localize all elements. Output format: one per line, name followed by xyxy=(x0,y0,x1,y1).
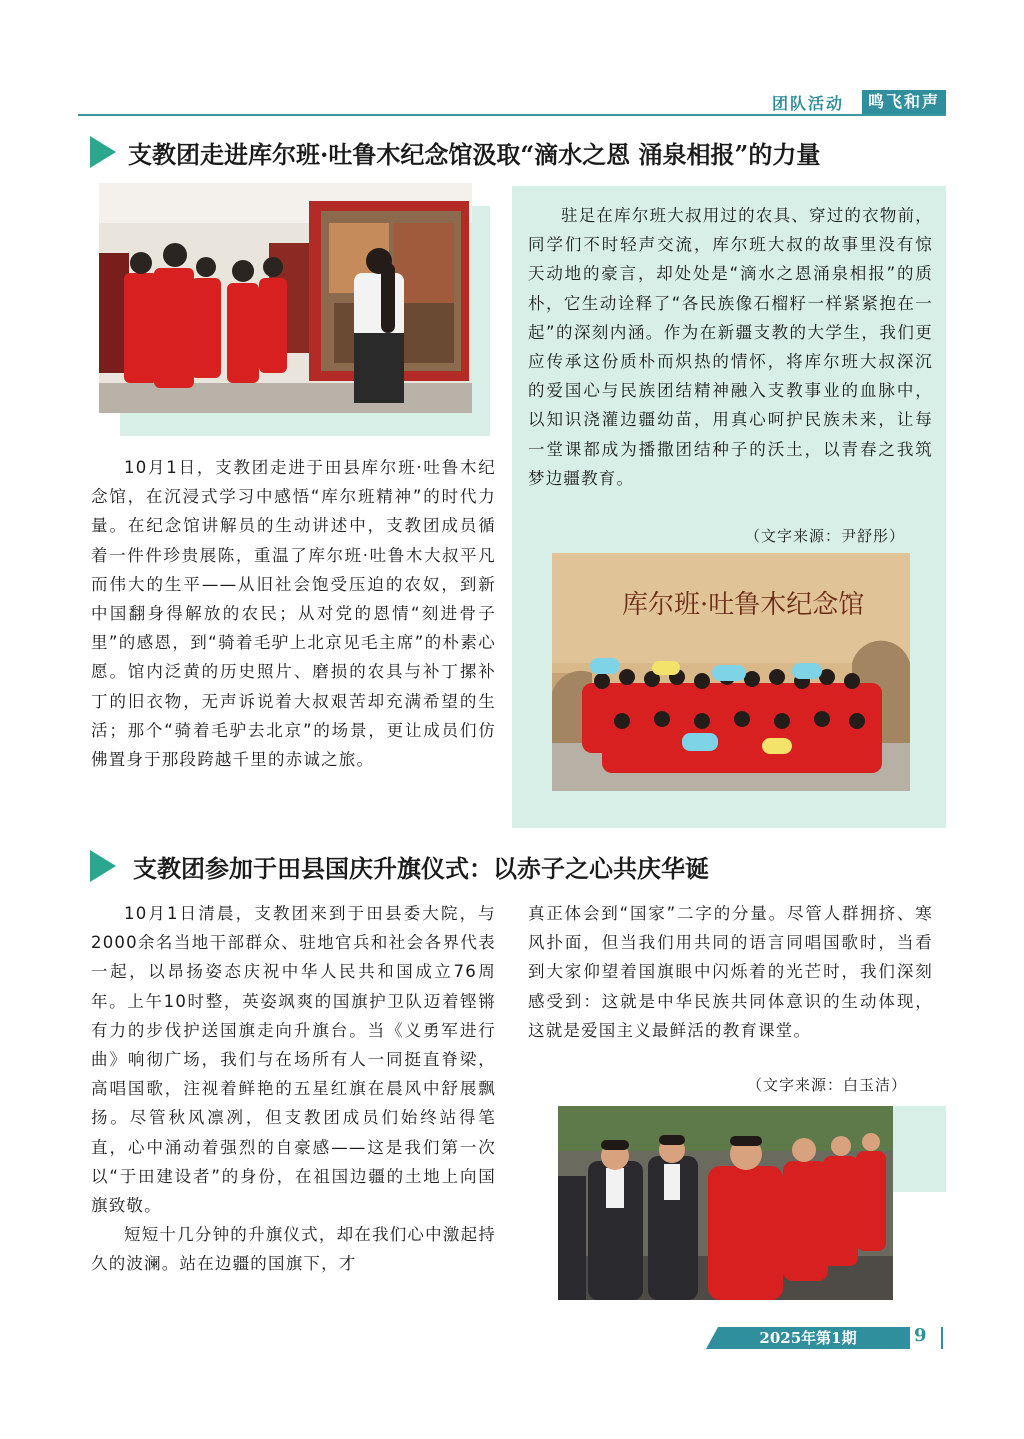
section2-left-text xyxy=(91,899,496,1279)
section2-right-text xyxy=(528,899,933,1045)
header-column-badge: 鸣飞和声 xyxy=(862,90,946,114)
section1-left-paragraph: 10月1日，支教团走进于田县库尔班·吐鲁木纪念馆，在沉浸式学习中感悟“库尔班精神”的时代力量。在纪念馆讲解员的生动讲述中，支教团成员循着一件件珍贵展陈，重温了库尔班·吐鲁木大叔平凡而伟大的生平——从旧社会饱受压迫的农奴，到新中国翻身得解放的农民；从对党的恩情“刻进骨子里”的感恩，到“骑着毛驴上北京见毛主席”的朴素心愿。馆内泛黄的历史照片、磨损的农具与补丁摞补丁的旧衣物，无声诉说着大叔艰苦却充满希望的生活；那个“骑着毛驴去北京”的场景，更让成员们仿佛置身于那段跨越千里的赤诚之旅。 xyxy=(91,458,496,770)
section1-right-text xyxy=(528,201,933,493)
footer-issue: 2025年第1期 xyxy=(759,1329,857,1347)
footer-page-number: 9 xyxy=(914,1325,927,1346)
section1-right-paragraph: 驻足在库尔班大叔用过的农具、穿过的衣物前，同学们不时轻声交流，库尔班大叔的故事里没有惊天动地的豪言，却处处是“滴水之恩涌泉相报”的质朴，它生动诠释了“各民族像石榴籽一样紧紧抱在一起”的深刻内涵。作为在新疆支教的大学生，我们更应传承这份质朴而炽热的情怀，将库尔班大叔深沉的爱国心与民族团结精神融入支教事业的血脉中，以知识浇灌边疆幼苗，用真心呵护民族未来，让每一堂课都成为播撒团结种子的沃土，以青春之我筑梦边疆教育。 xyxy=(528,206,933,488)
section2-title: 支教团参加于田县国庆升旗仪式：以赤子之心共庆华诞 xyxy=(133,854,709,883)
section2-source: （文字来源：白玉洁） xyxy=(747,1076,908,1094)
section2-left-paragraph-2: 短短十几分钟的升旗仪式，却在我们心中激起持久的波澜。站在边疆的国旗下，才 xyxy=(91,1225,496,1274)
photo-museum-group xyxy=(552,553,910,791)
photo-museum-interior xyxy=(99,183,472,413)
section1-title: 支教团走进库尔班·吐鲁木纪念馆汲取“滴水之恩 涌泉相报”的力量 xyxy=(128,140,821,169)
header-divider xyxy=(78,114,946,116)
photo-flag-ceremony xyxy=(558,1106,893,1300)
footer-divider xyxy=(941,1327,943,1349)
section2-left-paragraph-1: 10月1日清晨，支教团来到于田县委大院，与2000余名当地干部群众、驻地官兵和社会各界代表一起，以昂扬姿态庆祝中华人民共和国成立76周年。上午10时整，英姿飒爽的国旗护卫队迈着铿锵有力的步伐护送国旗走向升旗台。当《义勇军进行曲》响彻广场，我们与在场所有人一同挺直脊梁，高唱国歌，注视着鲜艳的五星红旗在晨风中舒展飘扬。尽管秋风凛冽，但支教团成员们始终站得笔直，心中涌动着强烈的自豪感——这是我们第一次以“于田建设者”的身份，在祖国边疆的土地上向国旗致敬。 xyxy=(91,904,496,1216)
section1-triangle-icon xyxy=(90,136,116,168)
section1-left-text xyxy=(91,453,496,774)
section1-source: （文字来源：尹舒彤） xyxy=(745,527,906,545)
header-category: 团队活动 xyxy=(772,94,845,113)
museum-sign-text: 库尔班·吐鲁木纪念馆 xyxy=(622,590,865,620)
section2-triangle-icon xyxy=(90,850,116,882)
section2-right-paragraph: 真正体会到“国家”二字的分量。尽管人群拥挤、寒风扑面，但当我们用共同的语言同唱国歌时，当看到大家仰望着国旗眼中闪烁着的光芒时，我们深刻感受到：这就是中华民族共同体意识的生动体现，这就是爱国主义最鲜活的教育课堂。 xyxy=(528,904,933,1040)
